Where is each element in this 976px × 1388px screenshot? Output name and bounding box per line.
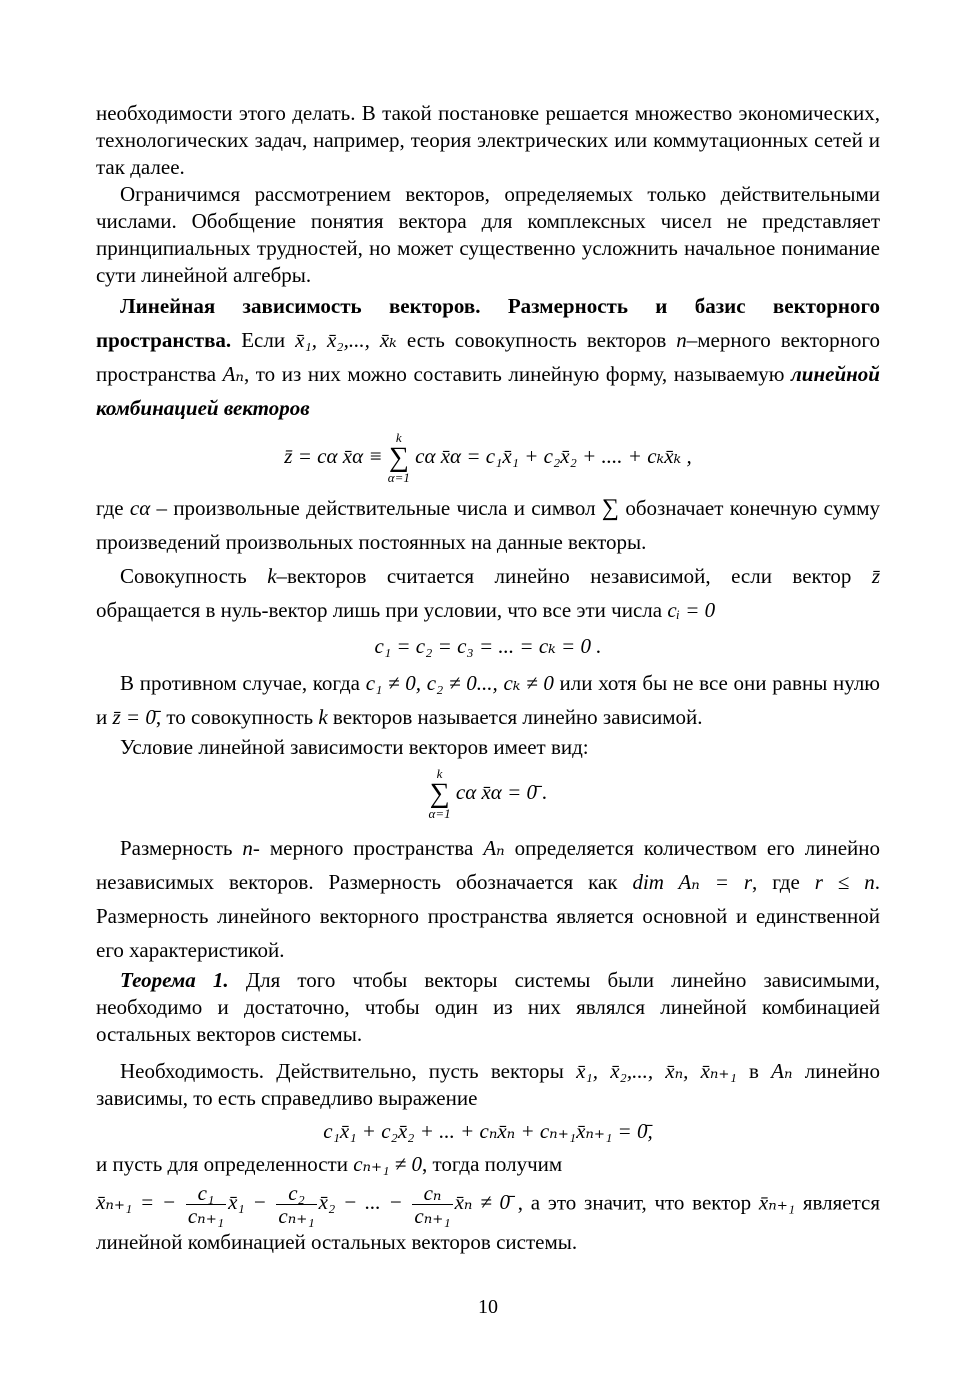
sum-symbol-2	[429, 767, 451, 821]
formula-dependence-expression	[96, 1118, 880, 1145]
z-zero-math: z̄ = 0̄	[112, 705, 156, 729]
paragraph-3-text-a: Если	[231, 328, 296, 352]
paragraph-6-b: или хотя бы не все они равны нулю и	[96, 671, 880, 729]
paragraph-11	[96, 1151, 880, 1178]
paragraph-4	[96, 491, 880, 559]
paragraph-4-b: – произвольные действительные числа и символ	[150, 496, 602, 520]
sum-lower-limit: α=1	[387, 470, 410, 485]
formula-5-t2: x̄₂ − ... −	[318, 1190, 403, 1215]
paragraph-10-a: Необходимость. Действительно, пусть векторы	[120, 1059, 577, 1083]
paragraph-7	[96, 734, 880, 761]
formula-all-zero	[96, 633, 880, 660]
k-math: k	[267, 564, 277, 588]
formula-5	[96, 1181, 518, 1228]
fraction-3	[412, 1182, 452, 1227]
paragraph-2	[96, 181, 880, 289]
paragraph-5	[96, 559, 880, 627]
formula-3-body: cα x̄α = 0̄ .	[455, 779, 548, 804]
sum-lower-limit-2: α=1	[428, 806, 451, 821]
cn1-nonzero-math: cₙ₊₁ ≠ 0	[353, 1152, 422, 1176]
paragraph-12	[96, 1182, 880, 1257]
fraction-2-numerator: c₂	[276, 1182, 316, 1205]
ci-zero-math: cᵢ = 0	[667, 598, 716, 622]
theorem-label: Теорема 1.	[120, 968, 229, 992]
paragraph-6-d: векторов называется линейно зависимой.	[327, 705, 703, 729]
paragraph-3-text-b: есть совокупность векторов	[396, 328, 677, 352]
formula-2-text: c₁ = c₂ = c₃ = ... = cₖ = 0 .	[374, 634, 602, 658]
space-an-math-2: Aₙ	[483, 836, 505, 860]
fraction-2	[276, 1182, 316, 1227]
paragraph-3	[96, 289, 880, 425]
paragraph-6	[96, 666, 880, 734]
fraction-1-denominator: cₙ₊₁	[187, 1204, 225, 1228]
r-le-n-math: r ≤ n	[814, 870, 875, 894]
paragraph-6-a: В противном случае, когда	[120, 671, 366, 695]
sum-symbol	[388, 431, 410, 485]
paragraph-10-b: в	[736, 1059, 772, 1083]
nonzero-coeffs-math: c₁ ≠ 0, c₂ ≠ 0..., cₖ ≠ 0	[365, 671, 554, 695]
paragraph-4-c: обозначает конечную сумму произведений произвольных постоянных на данные векторы.	[96, 496, 880, 554]
fraction-2-denominator: cₙ₊₁	[278, 1204, 315, 1228]
paragraph-8-d: , где	[752, 870, 815, 894]
sigma-icon-2: ∑	[429, 778, 450, 809]
paragraph-2-text: Ограничимся рассмотрением векторов, определяемых только действительными числами. Обобщение понятия вектора для комплексных чисел не представляет принципиальных трудностей, но может существенно усложнить начальное понимание сути линейной алгебры.	[96, 182, 880, 287]
paragraph-8-b: - мерного пространства	[252, 836, 484, 860]
paragraph-3-text-c: –мерного векторного пространства	[96, 328, 880, 386]
sum-upper-limit: k	[395, 430, 402, 445]
paragraph-8-a: Размерность	[120, 836, 243, 860]
fraction-3-denominator: cₙ₊₁	[414, 1204, 451, 1228]
paragraph-9	[96, 967, 880, 1048]
term-linear-combination: линейной комбинацией векторов	[96, 362, 880, 420]
vector-list-math-2: x̄₁, x̄₂,..., x̄ₙ, x̄ₙ₊₁	[576, 1059, 737, 1083]
fraction-1	[186, 1182, 226, 1227]
paragraph-12-b: является линейной комбинацией остальных векторов системы.	[96, 1190, 881, 1254]
paragraph-8-e: . Размерность линейного векторного пространства является основной и единственной его характеристикой.	[96, 870, 880, 962]
paragraph-5-b: –векторов считается линейно независимой, если вектор	[276, 564, 872, 588]
sigma-symbol: ∑	[601, 495, 620, 521]
n-math: n	[676, 328, 687, 352]
paragraph-3-text-d: , то из них можно составить линейную форму, называемую	[243, 362, 792, 386]
paragraph-1-text: необходимости этого делать. В такой постановке решается множество экономических, технологических задач, например, теория электрических или коммутационных сетей и так далее.	[96, 101, 880, 179]
k-math-2: k	[318, 705, 328, 729]
page-body	[96, 100, 880, 1257]
n-math-2: n	[242, 836, 253, 860]
fraction-3-numerator: cₙ	[412, 1182, 452, 1205]
paragraph-5-a: Совокупность	[120, 564, 268, 588]
theorem-text: Для того чтобы векторы системы были линейно зависимыми, необходимо и достаточно, чтобы один из них являлся линейной комбинацией остальных векторов системы.	[96, 968, 881, 1046]
formula-4-text: c₁x̄₁ + c₂x̄₂ + ... + cₙx̄ₙ + cₙ₊₁x̄ₙ₊₁ = 0̄,	[323, 1119, 653, 1143]
paragraph-8-c: определяется количеством его линейно независимых векторов. Размерность обозначается как	[96, 836, 881, 894]
formula-dependence-condition	[96, 767, 880, 821]
z-vector-math: z̄	[871, 564, 880, 588]
paragraph-1	[96, 100, 880, 181]
paragraph-10-c: линейно зависимы, то есть справедливо выражение	[96, 1059, 880, 1110]
sum-upper-limit-2: k	[436, 766, 443, 781]
c-alpha-math: cα	[129, 496, 151, 520]
section-heading: Линейная зависимость векторов. Размерность и базис векторного пространства.	[96, 294, 880, 352]
sigma-icon: ∑	[388, 442, 409, 473]
dim-math: dim Aₙ = r	[632, 870, 753, 894]
space-an-math-3: Aₙ	[771, 1059, 793, 1083]
paragraph-10	[96, 1058, 880, 1112]
formula-1-mid: α x̄α ≡	[326, 443, 383, 468]
formula-5-t3: x̄ₙ ≠ 0̄	[454, 1190, 510, 1215]
fraction-1-numerator: c₁	[186, 1182, 226, 1205]
paragraph-6-c: , то совокупность	[155, 705, 319, 729]
paragraph-7-text: Условие линейной зависимости векторов имеет вид:	[120, 735, 589, 759]
space-an-math: Aₙ	[222, 362, 244, 386]
formula-1-left: z̄ = c	[284, 443, 327, 468]
paragraph-12-a: , а это значит, что вектор	[517, 1190, 759, 1215]
vector-list-math: x̄₁, x̄₂,..., x̄ₖ	[295, 328, 397, 352]
formula-5-lhs: x̄ₙ₊₁ = −	[96, 1190, 177, 1215]
formula-1-right: cα x̄α = c₁x̄₁ + c₂x̄₂ + .... + cₖx̄ₖ ,	[415, 443, 692, 468]
page-number: 10	[478, 1296, 498, 1318]
paragraph-4-a: где	[96, 496, 130, 520]
formula-linear-combination	[96, 431, 880, 485]
paragraph-11-b: , тогда получим	[421, 1152, 563, 1176]
xn1-math: x̄ₙ₊₁	[758, 1190, 796, 1215]
paragraph-8	[96, 831, 880, 967]
formula-5-t1: x̄₁ −	[228, 1190, 267, 1215]
paragraph-5-c: обращается в нуль-вектор лишь при условии, что все эти числа	[96, 598, 668, 622]
paragraph-11-a: и пусть для определенности	[96, 1152, 354, 1176]
